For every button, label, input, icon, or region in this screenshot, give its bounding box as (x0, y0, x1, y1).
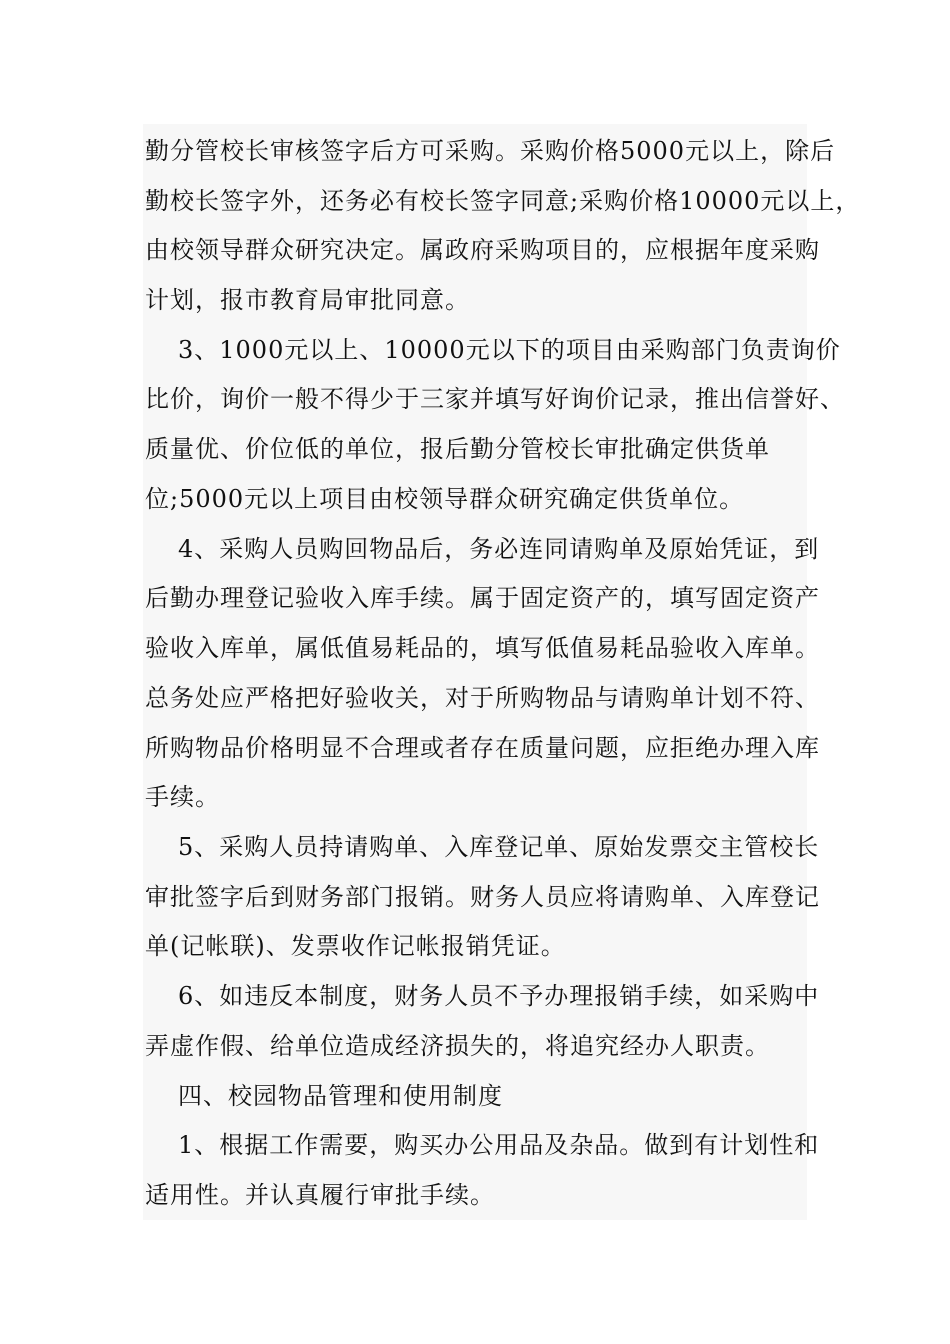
text-line-17: 单(记帐联)、发票收作记帐报销凭证。 (145, 932, 566, 960)
text-line-2: 勤校长签字外，还务必有校长签字同意;采购价格10000元以上， (145, 187, 861, 215)
text-line-9: 4、采购人员购回物品后，务必连同请购单及原始凭证，到 (178, 535, 820, 563)
section-heading: 四、校园物品管理和使用制度 (178, 1082, 503, 1110)
text-line-18: 6、如违反本制度，财务人员不予办理报销手续，如采购中 (178, 982, 820, 1010)
text-line-14: 手续。 (145, 783, 220, 811)
text-line-4: 计划，报市教育局审批同意。 (145, 286, 470, 314)
text-line-13: 所购物品价格明显不合理或者存在质量问题，应拒绝办理入库 (145, 734, 820, 762)
text-line-6: 比价，询价一般不得少于三家并填写好询价记录，推出信誉好、 (145, 385, 845, 413)
text-line-10: 后勤办理登记验收入库手续。属于固定资产的，填写固定资产 (145, 584, 820, 612)
text-line-7: 质量优、价位低的单位，报后勤分管校长审批确定供货单 (145, 435, 770, 463)
text-line-22: 适用性。并认真履行审批手续。 (145, 1181, 495, 1209)
text-line-8: 位;5000元以上项目由校领导群众研究确定供货单位。 (145, 485, 745, 513)
text-line-15: 5、采购人员持请购单、入库登记单、原始发票交主管校长 (178, 833, 820, 861)
text-line-19: 弄虚作假、给单位造成经济损失的，将追究经办人职责。 (145, 1032, 770, 1060)
text-line-16: 审批签字后到财务部门报销。财务人员应将请购单、入库登记 (145, 883, 820, 911)
text-line-12: 总务处应严格把好验收关，对于所购物品与请购单计划不符、 (145, 684, 820, 712)
text-line-1: 勤分管校长审核签字后方可采购。采购价格5000元以上，除后 (145, 137, 836, 165)
text-line-11: 验收入库单，属低值易耗品的，填写低值易耗品验收入库单。 (145, 634, 820, 662)
text-line-3: 由校领导群众研究决定。属政府采购项目的，应根据年度采购 (145, 236, 820, 264)
text-line-5: 3、1000元以上、10000元以下的项目由采购部门负责询价 (178, 336, 841, 364)
text-line-21: 1、根据工作需要，购买办公用品及杂品。做到有计划性和 (178, 1131, 820, 1159)
